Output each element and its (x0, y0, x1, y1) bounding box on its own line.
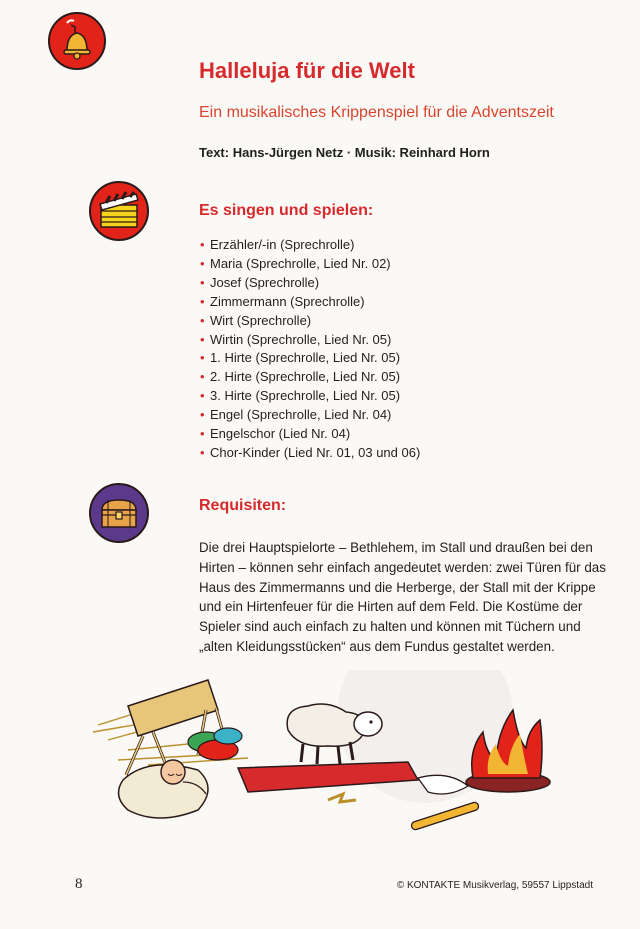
list-item: • Maria (Sprechrolle, Lied Nr. 02) (200, 255, 391, 271)
list-item: • 2. Hirte (Sprechrolle, Lied Nr. 05) (200, 369, 401, 385)
cast-heading: Es singen und spielen: (199, 202, 374, 219)
treasure-chest-icon (88, 482, 150, 544)
list-item: • Engelschor (Lied Nr. 04) (200, 426, 351, 442)
list-item: • Erzähler/-in (Sprechrolle) (200, 237, 355, 252)
list-item: • 3. Hirte (Sprechrolle, Lied Nr. 05) (200, 388, 401, 404)
list-item: • Wirt (Sprechrolle) (200, 312, 312, 328)
clapperboard-icon (88, 180, 150, 242)
page-subtitle: Ein musikalisches Krippenspiel für die Adventszeit (199, 104, 554, 121)
list-item: • 1. Hirte (Sprechrolle, Lied Nr. 05) (200, 350, 401, 366)
list-item: • Chor-Kinder (Lied Nr. 01, 03 und 06) (200, 444, 421, 460)
list-item: • Zimmermann (Sprechrolle) (200, 293, 365, 309)
page-number: 8 (75, 876, 83, 892)
props-paragraph: Die drei Hauptspielorte – Bethlehem, im Stall und draußen bei den Hirten – können sehr einfach angedeutet werden: zwei Türen für das Haus des Zimmermanns und die Herberge, der Stall mit der Krippe und ein Hirtenfeuer für die Hirten auf dem Feld. Die Kostüme der Spieler sind auch einfach zu halten und können mit Tüchern und „alten Kleidungsstücken“ aus dem Fundus gestaltet werden. (199, 540, 606, 654)
list-item: • Wirtin (Sprechrolle, Lied Nr. 05) (200, 331, 392, 347)
credits-line: Text: Hans-Jürgen Netz · Musik: Reinhard Horn (199, 145, 490, 160)
props-heading: Requisiten: (199, 497, 287, 514)
copyright-line: © KONTAKTE Musikverlag, 59557 Lippstadt (396, 880, 593, 891)
cast-list (200, 236, 420, 463)
page-title: Halleluja für die Welt (199, 58, 415, 83)
nativity-illustration (88, 670, 558, 855)
list-item: • Engel (Sprechrolle, Lied Nr. 04) (200, 407, 392, 423)
bell-icon (47, 11, 107, 71)
list-item: • Josef (Sprechrolle) (200, 274, 320, 290)
